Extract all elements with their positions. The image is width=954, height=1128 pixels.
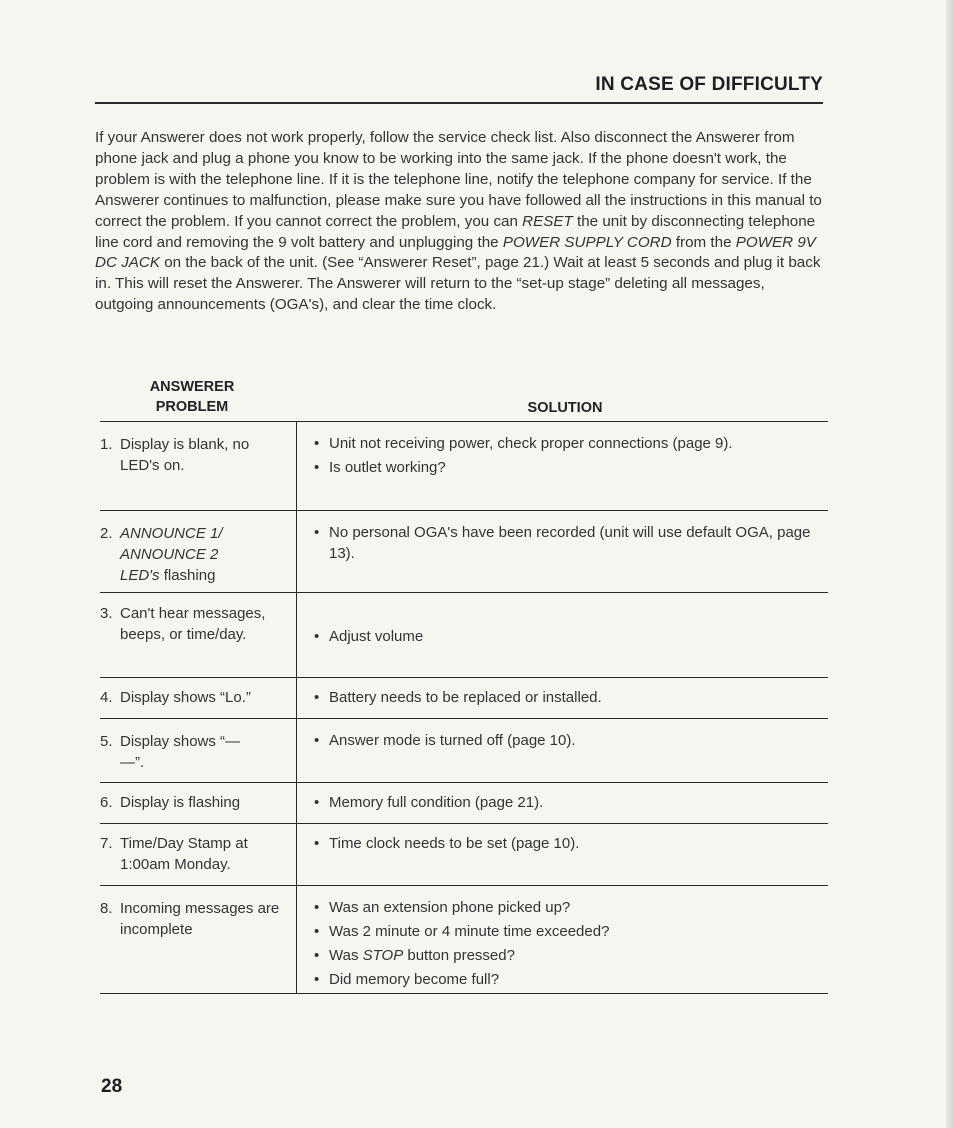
intro-text-4: on the back of the unit. (See “Answerer Reset”, page 21.) Wait at least 5 seconds and plug it back in. This will reset the Answerer. The Answerer will return to the “set-up stage” deleting all messages, outgoing announcements (OGA's), and clear the time clock. <box>95 254 821 314</box>
page-edge <box>946 0 954 1128</box>
solution-cell <box>297 719 828 782</box>
table-row <box>100 886 828 994</box>
problem-cell <box>100 422 297 510</box>
bullet: • <box>314 524 320 541</box>
bullet: • <box>314 628 320 645</box>
intro-text-2: the unit by disconnecting telephone line cord and removing the 9 volt battery and unplugging the <box>95 212 816 251</box>
solution-item <box>314 921 822 942</box>
solution-text: Did memory become full? <box>329 971 500 988</box>
table-row <box>100 824 828 886</box>
bullet: • <box>314 923 320 940</box>
solution-cell <box>297 824 828 885</box>
page-header <box>95 72 823 104</box>
intro-power-jack: POWER 9V DC JACK <box>95 233 816 272</box>
solution-text <box>329 945 515 966</box>
solution-item <box>314 969 822 990</box>
row-number: 2. <box>100 525 113 542</box>
solution-item <box>314 457 822 478</box>
solution-text: Unit not receiving power, check proper connections (page 9). <box>329 435 733 452</box>
problem-text: Display shows “— —”. <box>120 733 241 771</box>
problem-header-line2: PROBLEM <box>155 399 229 415</box>
intro-text-3: from the <box>671 233 736 251</box>
troubleshooting-table <box>100 421 828 994</box>
solution-cell <box>297 886 828 993</box>
problem-cell <box>100 593 297 677</box>
table-row <box>100 678 828 719</box>
solution-item <box>314 687 822 708</box>
problem-italic-announce-2: ANNOUNCE 2 <box>120 546 219 563</box>
problem-text: Display is flashing <box>120 794 241 811</box>
solution-text: Memory full condition (page 21). <box>329 794 544 811</box>
solution-item <box>314 897 822 918</box>
solution-cell <box>297 511 828 592</box>
solution-item <box>314 792 822 813</box>
bullet: • <box>314 947 320 964</box>
bullet: • <box>314 435 320 452</box>
solution-item <box>314 833 822 854</box>
table-row <box>100 422 828 511</box>
problem-cell <box>100 824 297 885</box>
table-row <box>100 511 828 593</box>
solution-text: Was an extension phone picked up? <box>329 899 571 916</box>
sol-stop: STOP <box>362 947 404 964</box>
row-number: 4. <box>100 689 113 706</box>
solution-text: Was 2 minute or 4 minute time exceeded? <box>329 923 610 940</box>
solution-text: Battery needs to be replaced or installed. <box>329 689 602 706</box>
solution-text: Answer mode is turned off (page 10). <box>329 732 576 749</box>
solution-cell <box>297 422 828 510</box>
bullet: • <box>314 732 320 749</box>
page-title: IN CASE OF DIFFICULTY <box>595 74 823 95</box>
solution-item <box>314 433 822 454</box>
solution-cell <box>297 678 828 718</box>
table-row <box>100 593 828 678</box>
page-number: 28 <box>101 1076 123 1097</box>
problem-cell <box>100 678 297 718</box>
solution-cell <box>297 783 828 823</box>
table-row <box>100 719 828 783</box>
problem-text: Incoming messages are incomplete <box>120 900 280 938</box>
solution-item <box>314 730 822 751</box>
solution-item <box>314 522 822 564</box>
solution-column-header: SOLUTION <box>527 400 603 416</box>
solution-text: Time clock needs to be set (page 10). <box>329 835 580 852</box>
row-number: 1. <box>100 436 113 453</box>
row-number: 6. <box>100 794 113 811</box>
intro-reset: RESET <box>522 212 573 230</box>
solution-text: Is outlet working? <box>329 459 446 476</box>
problem-text <box>120 523 292 584</box>
problem-italic-leds: LED's <box>120 567 160 584</box>
intro-paragraph <box>95 128 823 316</box>
bullet: • <box>314 971 320 988</box>
problem-cell <box>100 719 297 782</box>
problem-text: Can't hear messages, beeps, or time/day. <box>120 605 266 643</box>
problem-cell <box>100 783 297 823</box>
solution-item <box>314 626 822 647</box>
problem-rest: flashing <box>159 567 216 584</box>
sol-post: button pressed? <box>403 947 515 964</box>
sol-pre: Was <box>329 947 363 964</box>
bullet: • <box>314 794 320 811</box>
bullet: • <box>314 899 320 916</box>
solution-item <box>314 945 822 966</box>
problem-italic-announce-1: ANNOUNCE 1/ <box>120 525 223 542</box>
bullet: • <box>314 689 320 706</box>
bullet: • <box>314 835 320 852</box>
problem-cell <box>100 886 297 993</box>
row-number: 7. <box>100 835 113 852</box>
problem-text: Time/Day Stamp at 1:00am Monday. <box>120 835 248 873</box>
intro-power-cord: POWER SUPPLY CORD <box>502 233 672 251</box>
row-number: 5. <box>100 733 113 750</box>
problem-text: Display shows “Lo.” <box>120 689 251 706</box>
problem-column-header <box>132 377 252 417</box>
problem-cell <box>100 511 297 592</box>
solution-text: Adjust volume <box>329 628 424 645</box>
problem-text: Display is blank, no LED's on. <box>120 436 250 474</box>
intro-text-1: If your Answerer does not work properly, follow the service check list. Also disconnect the Answerer from phone jack and plug a phone you know to be working into the same jack. If the phone doesn't work, the problem is with the telephone line. If it is the telephone line, notify the telephone company for service. If the Answerer continues to malfunction, please make sure you have followed all the instructions in this manual to correct the problem. If you cannot correct the problem, you can <box>95 129 822 230</box>
table-row <box>100 783 828 824</box>
solution-text: No personal OGA's have been recorded (unit will use default OGA, page 13). <box>329 524 811 562</box>
row-number: 3. <box>100 605 113 622</box>
solution-cell <box>297 593 828 677</box>
problem-header-line1: ANSWERER <box>149 379 235 395</box>
row-number: 8. <box>100 900 113 917</box>
bullet: • <box>314 459 320 476</box>
